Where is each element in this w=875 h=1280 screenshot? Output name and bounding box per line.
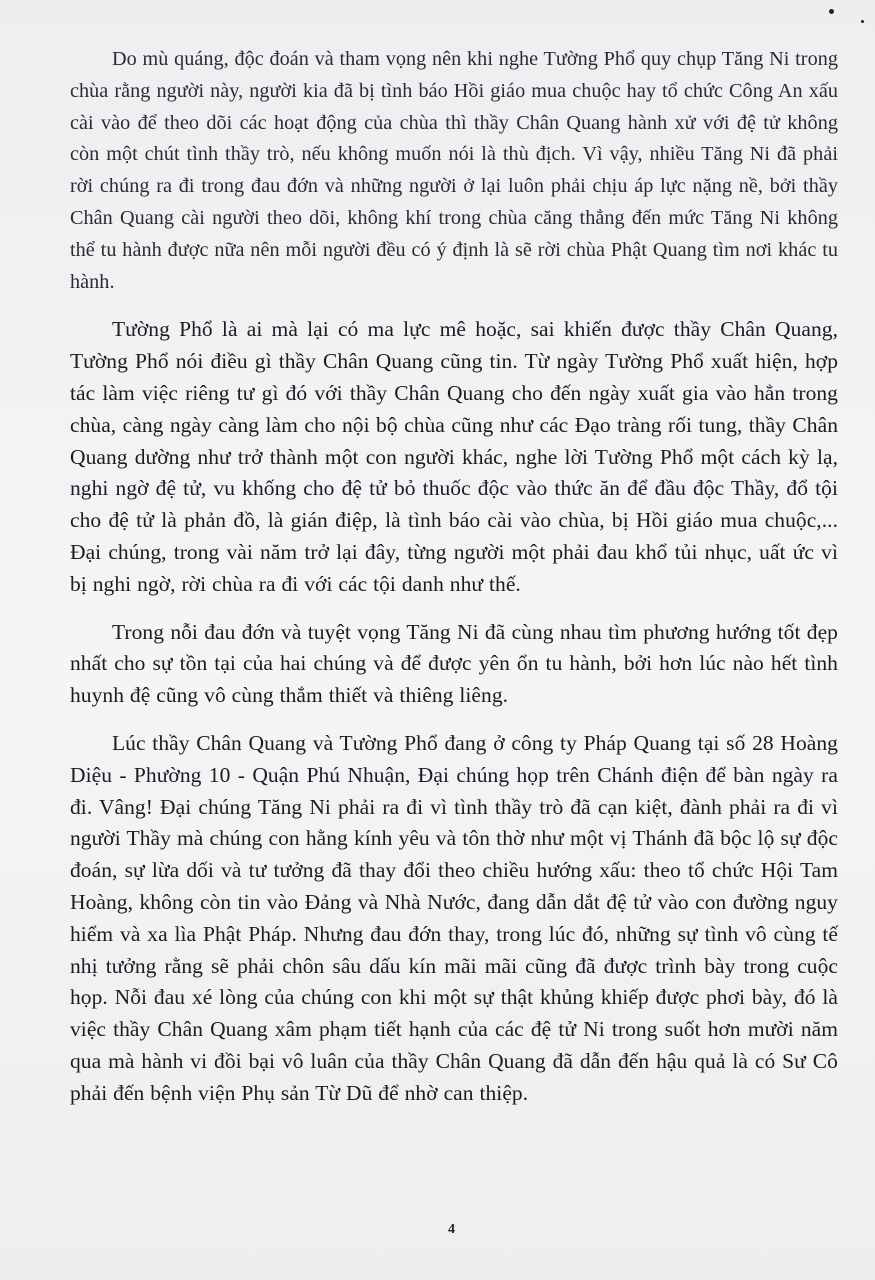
document-page xyxy=(70,44,838,1224)
paragraph-1: Do mù quáng, độc đoán và tham vọng nên khi nghe Tường Phổ quy chụp Tăng Ni trong chùa rằng người này, người kia đã bị tình báo Hồi giáo mua chuộc hay tổ chức Công An xấu cài vào để theo dõi các hoạt động của chùa thì thầy Chân Quang hành xử với đệ tử không còn một chút tình thầy trò, nếu không muốn nói là thù địch. Vì vậy, nhiều Tăng Ni đã phải rời chúng ra đi trong đau đớn và những người ở lại luôn phải chịu áp lực nặng nề, bởi thầy Chân Quang cài người theo dõi, không khí trong chùa căng thẳng đến mức Tăng Ni không thể tu hành được nữa nên mỗi người đều có ý định là sẽ rời chùa Phật Quang tìm nơi khác tu hành. xyxy=(70,48,838,293)
paragraph-4: Lúc thầy Chân Quang và Tường Phổ đang ở công ty Pháp Quang tại số 28 Hoàng Diệu - Phường 10 - Quận Phú Nhuận, Đại chúng họp trên Chánh điện để bàn ngày ra đi. Vâng! Đại chúng Tăng Ni phải ra đi vì tình thầy trò đã cạn kiệt, đành phải ra đi vì người Thầy mà chúng con hằng kính yêu và tôn thờ như một vị Thánh đã bộc lộ sự độc đoán, sự lừa dối và tư tưởng đã thay đổi theo chiều hướng xấu: theo tổ chức Hội Tam Hoàng, không còn tin vào Đảng và Nhà Nước, đang dẫn dắt đệ tử vào con đường nguy hiểm và xa lìa Phật Pháp. Nhưng đau đớn thay, trong lúc đó, những sự tình vô cùng tế nhị tưởng rằng sẽ phải chôn sâu dấu kín mãi mãi cũng đã được trình bày trong cuộc họp. Nỗi đau xé lòng của chúng con khi một sự thật khủng khiếp được phơi bày, đó là việc thầy Chân Quang xâm phạm tiết hạnh của các đệ tử Ni trong suốt hơn mười năm qua mà hành vi đồi bại vô luân của thầy Chân Quang đã dẫn đến hậu quả là có Sư Cô phải đến bệnh viện Phụ sản Từ Dũ để nhờ can thiệp. xyxy=(70,730,838,1105)
page-number: 4 xyxy=(448,1222,455,1237)
ink-speck xyxy=(861,20,864,23)
paragraph-3: Trong nỗi đau đớn và tuyệt vọng Tăng Ni đã cùng nhau tìm phương hướng tốt đẹp nhất cho sự tồn tại của hai chúng và để được yên ổn tu hành, bởi hơn lúc nào hết tình huynh đệ cũng vô cùng thắm thiết và thiêng liêng. xyxy=(70,619,838,708)
paragraph-2: Tường Phổ là ai mà lại có ma lực mê hoặc, sai khiến được thầy Chân Quang, Tường Phổ nói điều gì thầy Chân Quang cũng tin. Từ ngày Tường Phổ xuất hiện, hợp tác làm việc riêng tư gì đó với thầy Chân Quang cho đến ngày xuất gia vào hẳn trong chùa, càng ngày càng làm cho nội bộ chùa cũng như các Đạo tràng rối tung, thầy Chân Quang dường như trở thành một con người khác, nghe lời Tường Phổ một cách kỳ lạ, nghi ngờ đệ tử, vu khống cho đệ tử bỏ thuốc độc vào thức ăn để đầu độc Thầy, đổ tội cho đệ tử là phản đồ, là gián điệp, là tình báo cài vào chùa, bị Hồi giáo mua chuộc,... Đại chúng, trong vài năm trở lại đây, từng người một phải đau khổ tủi nhục, uất ức vì bị nghi ngờ, rời chùa ra đi với các tội danh như thế. xyxy=(70,317,838,596)
ink-speck xyxy=(829,9,834,14)
